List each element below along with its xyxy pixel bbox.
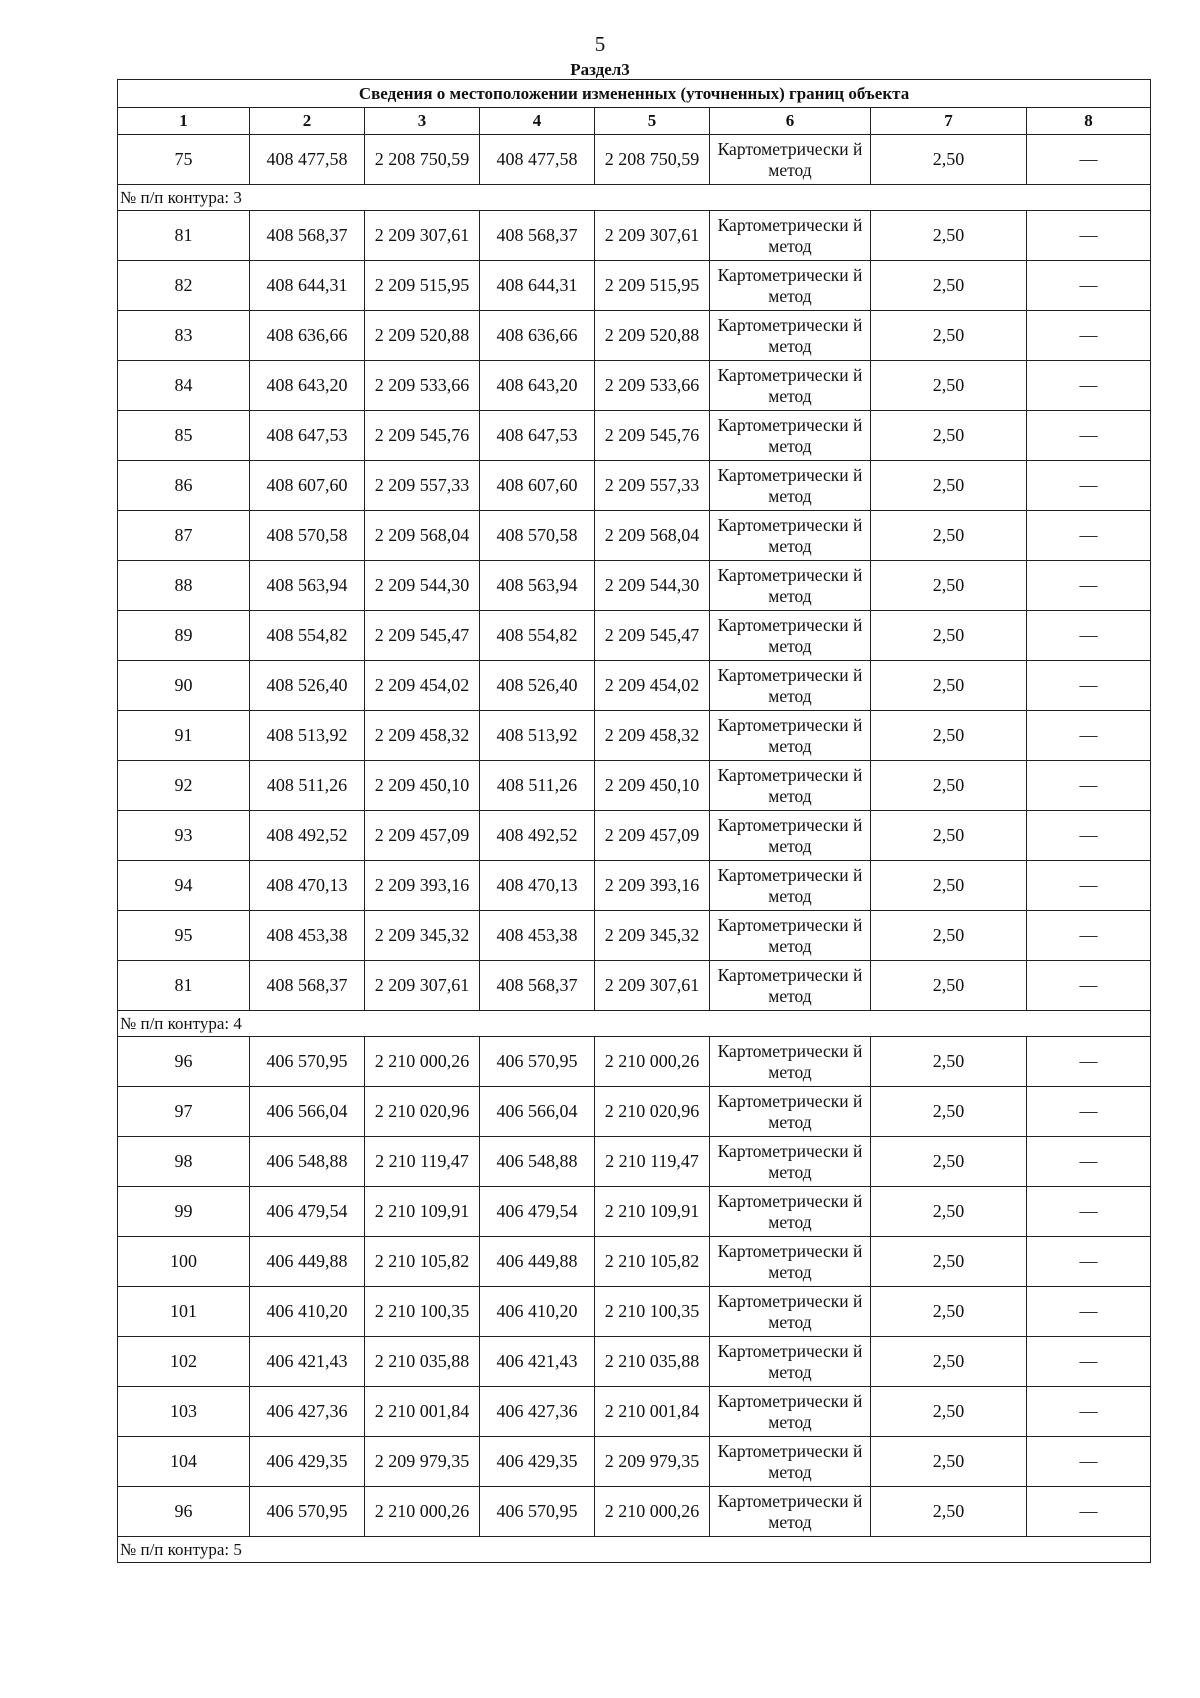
x-new-cell: 408 636,66: [480, 311, 595, 361]
y-new-cell: 2 209 557,33: [595, 461, 710, 511]
x-old-cell: 408 568,37: [250, 961, 365, 1011]
method-cell: Картометрически й метод: [710, 961, 871, 1011]
y-new-cell: 2 209 457,09: [595, 811, 710, 861]
table-row: [118, 561, 1151, 611]
description-cell: —: [1027, 1087, 1151, 1137]
table-row: [118, 1337, 1151, 1387]
y-old-cell: 2 209 979,35: [365, 1437, 480, 1487]
description-cell: —: [1027, 761, 1151, 811]
y-old-cell: 2 210 000,26: [365, 1037, 480, 1087]
column-number: 8: [1027, 108, 1151, 135]
method-cell: Картометрически й метод: [710, 861, 871, 911]
table-row: [118, 411, 1151, 461]
y-new-cell: 2 209 450,10: [595, 761, 710, 811]
y-new-cell: 2 209 515,95: [595, 261, 710, 311]
x-old-cell: 406 479,54: [250, 1187, 365, 1237]
column-number-row: [118, 108, 1151, 135]
x-new-cell: 406 449,88: [480, 1237, 595, 1287]
column-number: 1: [118, 108, 250, 135]
section-title: Раздел3: [570, 60, 630, 79]
x-new-cell: 408 513,92: [480, 711, 595, 761]
point-number-cell: 96: [118, 1037, 250, 1087]
y-new-cell: 2 209 520,88: [595, 311, 710, 361]
table-row: [118, 361, 1151, 411]
method-cell: Картометрически й метод: [710, 135, 871, 185]
table-row: [118, 1237, 1151, 1287]
table-row: [118, 611, 1151, 661]
y-old-cell: 2 210 109,91: [365, 1187, 480, 1237]
y-new-cell: 2 209 544,30: [595, 561, 710, 611]
point-number-cell: 94: [118, 861, 250, 911]
x-old-cell: 408 511,26: [250, 761, 365, 811]
x-new-cell: 408 643,20: [480, 361, 595, 411]
x-new-cell: 408 453,38: [480, 911, 595, 961]
x-new-cell: 408 470,13: [480, 861, 595, 911]
method-cell: Картометрически й метод: [710, 1437, 871, 1487]
point-number-cell: 85: [118, 411, 250, 461]
description-cell: —: [1027, 1387, 1151, 1437]
y-new-cell: 2 209 979,35: [595, 1437, 710, 1487]
accuracy-cell: 2,50: [871, 611, 1027, 661]
x-old-cell: 408 647,53: [250, 411, 365, 461]
method-cell: Картометрически й метод: [710, 911, 871, 961]
y-old-cell: 2 209 545,47: [365, 611, 480, 661]
y-old-cell: 2 209 307,61: [365, 961, 480, 1011]
table-row: [118, 861, 1151, 911]
x-new-cell: 406 410,20: [480, 1287, 595, 1337]
boundary-coordinates-table: [117, 79, 1151, 1563]
x-old-cell: 406 410,20: [250, 1287, 365, 1337]
y-old-cell: 2 209 515,95: [365, 261, 480, 311]
accuracy-cell: 2,50: [871, 661, 1027, 711]
y-new-cell: 2 210 000,26: [595, 1487, 710, 1537]
y-old-cell: 2 209 545,76: [365, 411, 480, 461]
point-number-cell: 99: [118, 1187, 250, 1237]
accuracy-cell: 2,50: [871, 1087, 1027, 1137]
description-cell: —: [1027, 211, 1151, 261]
x-new-cell: 408 647,53: [480, 411, 595, 461]
table-caption: Сведения о местоположении измененных (уточненных) границ объекта: [118, 80, 1151, 108]
x-old-cell: 406 570,95: [250, 1487, 365, 1537]
x-new-cell: 408 511,26: [480, 761, 595, 811]
method-cell: Картометрически й метод: [710, 211, 871, 261]
y-new-cell: 2 208 750,59: [595, 135, 710, 185]
x-old-cell: 406 421,43: [250, 1337, 365, 1387]
y-new-cell: 2 209 545,76: [595, 411, 710, 461]
x-new-cell: 406 421,43: [480, 1337, 595, 1387]
y-old-cell: 2 210 001,84: [365, 1387, 480, 1437]
y-old-cell: 2 210 100,35: [365, 1287, 480, 1337]
y-old-cell: 2 209 454,02: [365, 661, 480, 711]
x-new-cell: 406 566,04: [480, 1087, 595, 1137]
table-row: [118, 761, 1151, 811]
x-old-cell: 408 607,60: [250, 461, 365, 511]
y-old-cell: 2 210 105,82: [365, 1237, 480, 1287]
contour-label: № п/п контура: 3: [118, 185, 1151, 211]
y-new-cell: 2 210 020,96: [595, 1087, 710, 1137]
description-cell: —: [1027, 1137, 1151, 1187]
point-number-cell: 97: [118, 1087, 250, 1137]
point-number-cell: 101: [118, 1287, 250, 1337]
x-new-cell: 406 429,35: [480, 1437, 595, 1487]
method-cell: Картометрически й метод: [710, 311, 871, 361]
y-old-cell: 2 209 568,04: [365, 511, 480, 561]
method-cell: Картометрически й метод: [710, 511, 871, 561]
column-number: 2: [250, 108, 365, 135]
y-old-cell: 2 208 750,59: [365, 135, 480, 185]
point-number-cell: 87: [118, 511, 250, 561]
point-number-cell: 81: [118, 961, 250, 1011]
x-old-cell: 408 568,37: [250, 211, 365, 261]
accuracy-cell: 2,50: [871, 861, 1027, 911]
table-row: [118, 1387, 1151, 1437]
y-old-cell: 2 210 000,26: [365, 1487, 480, 1537]
accuracy-cell: 2,50: [871, 911, 1027, 961]
y-new-cell: 2 209 533,66: [595, 361, 710, 411]
x-old-cell: 408 453,38: [250, 911, 365, 961]
accuracy-cell: 2,50: [871, 1037, 1027, 1087]
method-cell: Картометрически й метод: [710, 711, 871, 761]
accuracy-cell: 2,50: [871, 461, 1027, 511]
accuracy-cell: 2,50: [871, 211, 1027, 261]
contour-row: [118, 1011, 1151, 1037]
method-cell: Картометрически й метод: [710, 1387, 871, 1437]
column-number: 5: [595, 108, 710, 135]
y-old-cell: 2 210 020,96: [365, 1087, 480, 1137]
x-old-cell: 406 570,95: [250, 1037, 365, 1087]
x-new-cell: 408 568,37: [480, 211, 595, 261]
table-row: [118, 511, 1151, 561]
point-number-cell: 93: [118, 811, 250, 861]
point-number-cell: 83: [118, 311, 250, 361]
y-old-cell: 2 209 544,30: [365, 561, 480, 611]
y-old-cell: 2 209 393,16: [365, 861, 480, 911]
accuracy-cell: 2,50: [871, 761, 1027, 811]
page-number: 5: [594, 32, 606, 56]
y-old-cell: 2 209 457,09: [365, 811, 480, 861]
table-row: [118, 1187, 1151, 1237]
y-new-cell: 2 209 307,61: [595, 211, 710, 261]
y-old-cell: 2 209 345,32: [365, 911, 480, 961]
method-cell: Картометрически й метод: [710, 461, 871, 511]
y-new-cell: 2 209 568,04: [595, 511, 710, 561]
x-old-cell: 406 449,88: [250, 1237, 365, 1287]
description-cell: —: [1027, 311, 1151, 361]
table-caption-row: [118, 80, 1151, 108]
y-old-cell: 2 209 307,61: [365, 211, 480, 261]
x-old-cell: 408 643,20: [250, 361, 365, 411]
table-row: [118, 461, 1151, 511]
point-number-cell: 98: [118, 1137, 250, 1187]
x-new-cell: 408 492,52: [480, 811, 595, 861]
column-number: 7: [871, 108, 1027, 135]
x-new-cell: 408 644,31: [480, 261, 595, 311]
description-cell: —: [1027, 861, 1151, 911]
y-old-cell: 2 210 035,88: [365, 1337, 480, 1387]
description-cell: —: [1027, 411, 1151, 461]
description-cell: —: [1027, 911, 1151, 961]
method-cell: Картометрически й метод: [710, 361, 871, 411]
description-cell: —: [1027, 1237, 1151, 1287]
x-old-cell: 408 526,40: [250, 661, 365, 711]
y-new-cell: 2 210 109,91: [595, 1187, 710, 1237]
description-cell: —: [1027, 711, 1151, 761]
table-row: [118, 661, 1151, 711]
x-old-cell: 406 429,35: [250, 1437, 365, 1487]
accuracy-cell: 2,50: [871, 1487, 1027, 1537]
method-cell: Картометрически й метод: [710, 761, 871, 811]
point-number-cell: 81: [118, 211, 250, 261]
accuracy-cell: 2,50: [871, 961, 1027, 1011]
y-old-cell: 2 209 520,88: [365, 311, 480, 361]
y-new-cell: 2 209 393,16: [595, 861, 710, 911]
description-cell: —: [1027, 261, 1151, 311]
y-old-cell: 2 210 119,47: [365, 1137, 480, 1187]
point-number-cell: 92: [118, 761, 250, 811]
method-cell: Картометрически й метод: [710, 1337, 871, 1387]
accuracy-cell: 2,50: [871, 811, 1027, 861]
description-cell: —: [1027, 135, 1151, 185]
y-new-cell: 2 209 458,32: [595, 711, 710, 761]
description-cell: —: [1027, 1187, 1151, 1237]
column-number: 4: [480, 108, 595, 135]
y-new-cell: 2 209 545,47: [595, 611, 710, 661]
x-old-cell: 408 644,31: [250, 261, 365, 311]
table-row: [118, 311, 1151, 361]
contour-label: № п/п контура: 4: [118, 1011, 1151, 1037]
description-cell: —: [1027, 561, 1151, 611]
description-cell: —: [1027, 1487, 1151, 1537]
point-number-cell: 90: [118, 661, 250, 711]
x-new-cell: 406 548,88: [480, 1137, 595, 1187]
y-new-cell: 2 209 307,61: [595, 961, 710, 1011]
point-number-cell: 75: [118, 135, 250, 185]
point-number-cell: 82: [118, 261, 250, 311]
x-old-cell: 408 492,52: [250, 811, 365, 861]
y-old-cell: 2 209 533,66: [365, 361, 480, 411]
x-old-cell: 408 477,58: [250, 135, 365, 185]
method-cell: Картометрически й метод: [710, 1287, 871, 1337]
table-row: [118, 1487, 1151, 1537]
x-old-cell: 406 548,88: [250, 1137, 365, 1187]
accuracy-cell: 2,50: [871, 1387, 1027, 1437]
accuracy-cell: 2,50: [871, 511, 1027, 561]
table-row: [118, 811, 1151, 861]
method-cell: Картометрически й метод: [710, 1137, 871, 1187]
method-cell: Картометрически й метод: [710, 661, 871, 711]
description-cell: —: [1027, 1287, 1151, 1337]
x-new-cell: 406 570,95: [480, 1037, 595, 1087]
method-cell: Картометрически й метод: [710, 1037, 871, 1087]
description-cell: —: [1027, 611, 1151, 661]
method-cell: Картометрически й метод: [710, 611, 871, 661]
y-old-cell: 2 209 557,33: [365, 461, 480, 511]
table-row: [118, 1137, 1151, 1187]
x-new-cell: 408 563,94: [480, 561, 595, 611]
accuracy-cell: 2,50: [871, 311, 1027, 361]
description-cell: —: [1027, 361, 1151, 411]
table-row: [118, 1037, 1151, 1087]
table-row: [118, 135, 1151, 185]
x-old-cell: 408 470,13: [250, 861, 365, 911]
accuracy-cell: 2,50: [871, 1237, 1027, 1287]
accuracy-cell: 2,50: [871, 1287, 1027, 1337]
y-new-cell: 2 210 000,26: [595, 1037, 710, 1087]
description-cell: —: [1027, 511, 1151, 561]
x-new-cell: 408 477,58: [480, 135, 595, 185]
point-number-cell: 100: [118, 1237, 250, 1287]
accuracy-cell: 2,50: [871, 711, 1027, 761]
x-old-cell: 406 427,36: [250, 1387, 365, 1437]
description-cell: —: [1027, 1437, 1151, 1487]
description-cell: —: [1027, 1337, 1151, 1387]
y-new-cell: 2 210 100,35: [595, 1287, 710, 1337]
x-new-cell: 406 427,36: [480, 1387, 595, 1437]
x-new-cell: 406 570,95: [480, 1487, 595, 1537]
x-old-cell: 408 563,94: [250, 561, 365, 611]
x-old-cell: 408 570,58: [250, 511, 365, 561]
method-cell: Картометрически й метод: [710, 1487, 871, 1537]
method-cell: Картометрически й метод: [710, 261, 871, 311]
y-new-cell: 2 210 035,88: [595, 1337, 710, 1387]
x-new-cell: 408 526,40: [480, 661, 595, 711]
method-cell: Картометрически й метод: [710, 811, 871, 861]
description-cell: —: [1027, 1037, 1151, 1087]
point-number-cell: 96: [118, 1487, 250, 1537]
point-number-cell: 102: [118, 1337, 250, 1387]
table-row: [118, 961, 1151, 1011]
x-old-cell: 406 566,04: [250, 1087, 365, 1137]
table-row: [118, 911, 1151, 961]
x-new-cell: 408 554,82: [480, 611, 595, 661]
accuracy-cell: 2,50: [871, 1337, 1027, 1387]
x-old-cell: 408 636,66: [250, 311, 365, 361]
table-row: [118, 1287, 1151, 1337]
method-cell: Картометрически й метод: [710, 411, 871, 461]
contour-label: № п/п контура: 5: [118, 1537, 1151, 1563]
table-row: [118, 261, 1151, 311]
point-number-cell: 104: [118, 1437, 250, 1487]
method-cell: Картометрически й метод: [710, 1187, 871, 1237]
y-new-cell: 2 210 001,84: [595, 1387, 710, 1437]
accuracy-cell: 2,50: [871, 1137, 1027, 1187]
point-number-cell: 84: [118, 361, 250, 411]
accuracy-cell: 2,50: [871, 1187, 1027, 1237]
table-row: [118, 1437, 1151, 1487]
method-cell: Картометрически й метод: [710, 1087, 871, 1137]
accuracy-cell: 2,50: [871, 261, 1027, 311]
y-new-cell: 2 209 345,32: [595, 911, 710, 961]
point-number-cell: 88: [118, 561, 250, 611]
contour-row: [118, 1537, 1151, 1563]
column-number: 3: [365, 108, 480, 135]
point-number-cell: 91: [118, 711, 250, 761]
x-new-cell: 406 479,54: [480, 1187, 595, 1237]
method-cell: Картометрически й метод: [710, 1237, 871, 1287]
accuracy-cell: 2,50: [871, 411, 1027, 461]
description-cell: —: [1027, 461, 1151, 511]
table-row: [118, 711, 1151, 761]
point-number-cell: 95: [118, 911, 250, 961]
x-new-cell: 408 568,37: [480, 961, 595, 1011]
table-row: [118, 1087, 1151, 1137]
y-new-cell: 2 210 119,47: [595, 1137, 710, 1187]
x-old-cell: 408 513,92: [250, 711, 365, 761]
point-number-cell: 103: [118, 1387, 250, 1437]
accuracy-cell: 2,50: [871, 361, 1027, 411]
description-cell: —: [1027, 961, 1151, 1011]
y-old-cell: 2 209 450,10: [365, 761, 480, 811]
point-number-cell: 86: [118, 461, 250, 511]
y-old-cell: 2 209 458,32: [365, 711, 480, 761]
x-old-cell: 408 554,82: [250, 611, 365, 661]
description-cell: —: [1027, 811, 1151, 861]
point-number-cell: 89: [118, 611, 250, 661]
contour-row: [118, 185, 1151, 211]
accuracy-cell: 2,50: [871, 1437, 1027, 1487]
x-new-cell: 408 607,60: [480, 461, 595, 511]
table-row: [118, 211, 1151, 261]
y-new-cell: 2 210 105,82: [595, 1237, 710, 1287]
y-new-cell: 2 209 454,02: [595, 661, 710, 711]
x-new-cell: 408 570,58: [480, 511, 595, 561]
column-number: 6: [710, 108, 871, 135]
accuracy-cell: 2,50: [871, 135, 1027, 185]
method-cell: Картометрически й метод: [710, 561, 871, 611]
accuracy-cell: 2,50: [871, 561, 1027, 611]
description-cell: —: [1027, 661, 1151, 711]
